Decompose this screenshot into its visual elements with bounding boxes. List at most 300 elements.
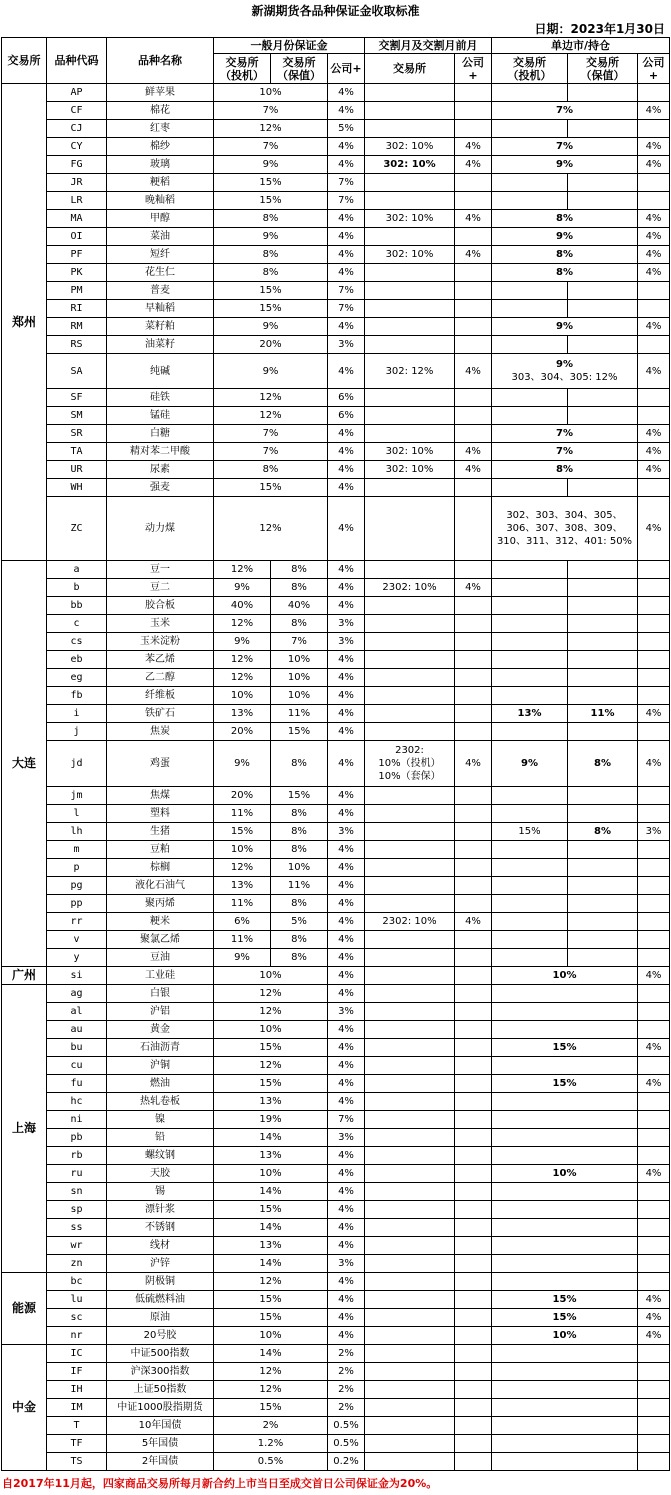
- unilateral-spec-margin: [492, 120, 568, 138]
- product-name: 原油: [107, 1309, 214, 1327]
- unilateral-company-add: [638, 1273, 670, 1291]
- table-row: [2, 300, 670, 318]
- table-row: [2, 687, 670, 705]
- product-name: 石油沥青: [107, 1039, 214, 1057]
- table-row: [2, 1255, 670, 1273]
- general-hedge-margin: 8%: [271, 805, 328, 823]
- unilateral-company-add: [638, 805, 670, 823]
- general-company-add: 4%: [328, 561, 365, 579]
- unilateral-spec-margin: [492, 174, 568, 192]
- product-name: 聚氯乙烯: [107, 931, 214, 949]
- delivery-exchange-margin: [365, 787, 455, 805]
- product-code: MA: [47, 210, 107, 228]
- delivery-exchange-margin: [365, 192, 455, 210]
- delivery-company-add: [455, 633, 492, 651]
- delivery-exchange-margin: [365, 859, 455, 877]
- general-hedge-margin: 15%: [271, 723, 328, 741]
- unilateral-hedge-margin: [568, 389, 638, 407]
- general-company-add: 0.5%: [328, 1417, 365, 1435]
- header-exchange: 交易所: [2, 38, 47, 84]
- unilateral-spec-margin: [492, 615, 568, 633]
- product-name: 2年国债: [107, 1453, 214, 1471]
- general-company-add: 4%: [328, 651, 365, 669]
- delivery-company-add: [455, 1435, 492, 1453]
- general-company-add: 4%: [328, 841, 365, 859]
- product-code: T: [47, 1417, 107, 1435]
- general-margin: 14%: [214, 1255, 328, 1273]
- general-company-add: 4%: [328, 497, 365, 561]
- general-hedge-margin: 10%: [271, 651, 328, 669]
- unilateral-margin: [492, 1003, 638, 1021]
- unilateral-margin: [492, 1453, 638, 1471]
- product-name: 天胶: [107, 1165, 214, 1183]
- product-code: pg: [47, 877, 107, 895]
- unilateral-company-add: 4%: [638, 246, 670, 264]
- product-code: l: [47, 805, 107, 823]
- delivery-company-add: 4%: [455, 354, 492, 389]
- general-margin: 7%: [214, 443, 328, 461]
- exchange-cell: 大连: [2, 561, 47, 967]
- delivery-exchange-margin: 302: 10%: [365, 246, 455, 264]
- product-code: TF: [47, 1435, 107, 1453]
- delivery-company-add: [455, 1093, 492, 1111]
- unilateral-spec-margin: [492, 597, 568, 615]
- unilateral-hedge-margin: [568, 913, 638, 931]
- unilateral-spec-margin: [492, 282, 568, 300]
- unilateral-company-add: [638, 1129, 670, 1147]
- product-code: p: [47, 859, 107, 877]
- general-spec-margin: 12%: [214, 615, 271, 633]
- product-name: 沪锌: [107, 1255, 214, 1273]
- general-company-add: 4%: [328, 461, 365, 479]
- product-code: pb: [47, 1129, 107, 1147]
- general-margin: 15%: [214, 1309, 328, 1327]
- delivery-exchange-margin: [365, 949, 455, 967]
- unilateral-margin: 9%: [492, 318, 638, 336]
- unilateral-margin: 7%: [492, 102, 638, 120]
- product-name: 线材: [107, 1237, 214, 1255]
- unilateral-margin: [492, 985, 638, 1003]
- product-code: WH: [47, 479, 107, 497]
- table-row: [2, 633, 670, 651]
- general-margin: 15%: [214, 300, 328, 318]
- delivery-exchange-margin: [365, 1363, 455, 1381]
- unilateral-hedge-margin: [568, 687, 638, 705]
- unilateral-hedge-margin: [568, 949, 638, 967]
- general-company-add: 4%: [328, 210, 365, 228]
- unilateral-margin: [492, 1273, 638, 1291]
- general-company-add: 4%: [328, 597, 365, 615]
- general-hedge-margin: 11%: [271, 877, 328, 895]
- unilateral-hedge-margin: [568, 651, 638, 669]
- general-spec-margin: 40%: [214, 597, 271, 615]
- unilateral-margin: 302、303、304、305、306、307、308、309、310、311、312、401: 50%: [492, 497, 638, 561]
- general-company-add: 4%: [328, 1183, 365, 1201]
- general-hedge-margin: 10%: [271, 687, 328, 705]
- general-company-add: 0.2%: [328, 1453, 365, 1471]
- table-row: [2, 192, 670, 210]
- general-margin: 12%: [214, 985, 328, 1003]
- header-delivery-month: 交割月及交割月前月: [365, 38, 492, 54]
- unilateral-company-add: [638, 597, 670, 615]
- unilateral-margin: [492, 1201, 638, 1219]
- unilateral-hedge-margin: [568, 859, 638, 877]
- delivery-company-add: [455, 102, 492, 120]
- delivery-exchange-margin: 302: 10%: [365, 461, 455, 479]
- unilateral-company-add: [638, 120, 670, 138]
- unilateral-hedge-margin: [568, 877, 638, 895]
- general-company-add: 4%: [328, 1237, 365, 1255]
- general-margin: 12%: [214, 1057, 328, 1075]
- product-name: 动力煤: [107, 497, 214, 561]
- product-name: 低硫燃料油: [107, 1291, 214, 1309]
- delivery-company-add: [455, 1219, 492, 1237]
- table-row: [2, 669, 670, 687]
- unilateral-margin: [492, 1363, 638, 1381]
- table-row: [2, 1093, 670, 1111]
- product-code: b: [47, 579, 107, 597]
- product-name: 胶合板: [107, 597, 214, 615]
- general-company-add: 4%: [328, 1039, 365, 1057]
- product-name: 红枣: [107, 120, 214, 138]
- table-row: [2, 877, 670, 895]
- unilateral-margin: 8%: [492, 461, 638, 479]
- unilateral-company-add: [638, 1453, 670, 1471]
- unilateral-company-add: [638, 1093, 670, 1111]
- unilateral-company-add: [638, 389, 670, 407]
- delivery-company-add: [455, 228, 492, 246]
- delivery-exchange-margin: [365, 1273, 455, 1291]
- delivery-line: 10%（套保）: [378, 771, 441, 782]
- general-company-add: 6%: [328, 389, 365, 407]
- delivery-company-add: [455, 561, 492, 579]
- general-company-add: 4%: [328, 913, 365, 931]
- delivery-line: 2302:: [395, 745, 424, 756]
- delivery-company-add: [455, 1345, 492, 1363]
- delivery-company-add: [455, 1273, 492, 1291]
- unilateral-company-add: 4%: [638, 425, 670, 443]
- general-spec-margin: 9%: [214, 741, 271, 787]
- unilateral-company-add: [638, 1057, 670, 1075]
- table-row: [2, 1003, 670, 1021]
- delivery-exchange-margin: [365, 1057, 455, 1075]
- delivery-exchange-margin: [365, 1345, 455, 1363]
- product-code: JR: [47, 174, 107, 192]
- delivery-company-add: [455, 805, 492, 823]
- unilateral-hedge-margin: [568, 84, 638, 102]
- general-hedge-margin: 7%: [271, 633, 328, 651]
- delivery-exchange-margin: [365, 1255, 455, 1273]
- delivery-company-add: [455, 1147, 492, 1165]
- general-company-add: 3%: [328, 823, 365, 841]
- delivery-exchange-margin: [365, 1039, 455, 1057]
- unilateral-company-add: 4%: [638, 318, 670, 336]
- product-name: 生猪: [107, 823, 214, 841]
- delivery-company-add: [455, 1183, 492, 1201]
- unilateral-margin: 7%: [492, 138, 638, 156]
- unilateral-company-add: [638, 1183, 670, 1201]
- product-code: ru: [47, 1165, 107, 1183]
- delivery-exchange-margin: 302: 10%: [365, 138, 455, 156]
- general-hedge-margin: 8%: [271, 823, 328, 841]
- table-row: [2, 579, 670, 597]
- general-margin: 15%: [214, 174, 328, 192]
- product-name: 玻璃: [107, 156, 214, 174]
- unilateral-company-add: [638, 787, 670, 805]
- unilateral-company-add: [638, 479, 670, 497]
- delivery-company-add: [455, 1399, 492, 1417]
- general-company-add: 4%: [328, 895, 365, 913]
- unilateral-company-add: 4%: [638, 138, 670, 156]
- unilateral-spec-margin: [492, 859, 568, 877]
- general-margin: 7%: [214, 425, 328, 443]
- general-margin: 10%: [214, 1021, 328, 1039]
- unilateral-company-add: [638, 1435, 670, 1453]
- general-margin: 15%: [214, 479, 328, 497]
- general-company-add: 4%: [328, 1093, 365, 1111]
- table-row: [2, 228, 670, 246]
- product-name: 热轧卷板: [107, 1093, 214, 1111]
- delivery-company-add: [455, 985, 492, 1003]
- general-margin: 13%: [214, 1147, 328, 1165]
- general-company-add: 7%: [328, 192, 365, 210]
- unilateral-margin: [492, 1111, 638, 1129]
- table-row: [2, 705, 670, 723]
- product-code: bc: [47, 1273, 107, 1291]
- unilateral-line: 303、304、305: 12%: [511, 372, 618, 383]
- general-hedge-margin: 8%: [271, 931, 328, 949]
- general-hedge-margin: 10%: [271, 859, 328, 877]
- table-row: [2, 425, 670, 443]
- general-company-add: 6%: [328, 407, 365, 425]
- general-company-add: 4%: [328, 877, 365, 895]
- table-row: [2, 787, 670, 805]
- general-company-add: 4%: [328, 1201, 365, 1219]
- table-row: [2, 913, 670, 931]
- general-margin: 14%: [214, 1345, 328, 1363]
- unilateral-company-add: [638, 669, 670, 687]
- delivery-company-add: 4%: [455, 913, 492, 931]
- general-spec-margin: 10%: [214, 687, 271, 705]
- product-name: 20号胶: [107, 1327, 214, 1345]
- general-company-add: 4%: [328, 669, 365, 687]
- product-name: 工业硅: [107, 967, 214, 985]
- unilateral-company-add: [638, 615, 670, 633]
- product-code: ag: [47, 985, 107, 1003]
- table-row: [2, 120, 670, 138]
- general-company-add: 4%: [328, 264, 365, 282]
- unilateral-margin: [492, 1183, 638, 1201]
- table-row: [2, 859, 670, 877]
- table-row: [2, 723, 670, 741]
- unilateral-hedge-margin: [568, 633, 638, 651]
- product-code: eg: [47, 669, 107, 687]
- general-company-add: 2%: [328, 1381, 365, 1399]
- general-spec-margin: 11%: [214, 895, 271, 913]
- unilateral-company-add: 4%: [638, 705, 670, 723]
- table-row: [2, 479, 670, 497]
- table-row: [2, 597, 670, 615]
- unilateral-margin: [492, 1147, 638, 1165]
- product-name: 粳米: [107, 913, 214, 931]
- unilateral-company-add: 4%: [638, 741, 670, 787]
- general-margin: 15%: [214, 1075, 328, 1093]
- general-margin: 12%: [214, 120, 328, 138]
- unilateral-company-add: [638, 687, 670, 705]
- product-code: LR: [47, 192, 107, 210]
- unilateral-company-add: [638, 1345, 670, 1363]
- table-row: [2, 84, 670, 102]
- delivery-exchange-margin: [365, 1327, 455, 1345]
- product-code: rr: [47, 913, 107, 931]
- general-company-add: 5%: [328, 120, 365, 138]
- unilateral-company-add: 4%: [638, 497, 670, 561]
- unilateral-company-add: [638, 1003, 670, 1021]
- product-name: 玉米淀粉: [107, 633, 214, 651]
- delivery-exchange-margin: [365, 120, 455, 138]
- product-code: ss: [47, 1219, 107, 1237]
- general-spec-margin: 12%: [214, 859, 271, 877]
- delivery-exchange-margin: 302: 10%: [365, 210, 455, 228]
- table-row: [2, 1435, 670, 1453]
- table-row: [2, 1399, 670, 1417]
- unilateral-spec-margin: [492, 84, 568, 102]
- product-name: 豆二: [107, 579, 214, 597]
- general-margin: 10%: [214, 1165, 328, 1183]
- unilateral-spec-margin: 13%: [492, 705, 568, 723]
- delivery-exchange-margin: [365, 282, 455, 300]
- unilateral-hedge-margin: 8%: [568, 823, 638, 841]
- unilateral-company-add: [638, 561, 670, 579]
- delivery-exchange-margin: 302: 12%: [365, 354, 455, 389]
- unilateral-company-add: [638, 723, 670, 741]
- product-name: 鸡蛋: [107, 741, 214, 787]
- product-name: 焦煤: [107, 787, 214, 805]
- product-name: 螺纹钢: [107, 1147, 214, 1165]
- delivery-exchange-margin: [365, 300, 455, 318]
- product-code: j: [47, 723, 107, 741]
- product-code: IC: [47, 1345, 107, 1363]
- general-margin: 15%: [214, 1201, 328, 1219]
- product-name: 苯乙烯: [107, 651, 214, 669]
- unilateral-margin: [492, 354, 638, 389]
- table-row: [2, 985, 670, 1003]
- product-name: 不锈钢: [107, 1219, 214, 1237]
- product-code: TA: [47, 443, 107, 461]
- header-uni-company: 公司 +: [638, 54, 670, 84]
- unilateral-spec-margin: 9%: [492, 741, 568, 787]
- delivery-exchange-margin: [365, 1453, 455, 1471]
- general-company-add: 7%: [328, 174, 365, 192]
- delivery-company-add: [455, 1237, 492, 1255]
- delivery-company-add: [455, 1129, 492, 1147]
- product-code: cs: [47, 633, 107, 651]
- product-code: RI: [47, 300, 107, 318]
- unilateral-spec-margin: [492, 949, 568, 967]
- unilateral-company-add: [638, 84, 670, 102]
- delivery-company-add: [455, 1165, 492, 1183]
- unilateral-company-add: [638, 651, 670, 669]
- product-name: 镍: [107, 1111, 214, 1129]
- general-spec-margin: 12%: [214, 669, 271, 687]
- unilateral-company-add: [638, 336, 670, 354]
- delivery-company-add: 4%: [455, 156, 492, 174]
- delivery-company-add: [455, 1111, 492, 1129]
- general-margin: 12%: [214, 497, 328, 561]
- delivery-exchange-margin: [365, 841, 455, 859]
- general-margin: 12%: [214, 1363, 328, 1381]
- unilateral-company-add: [638, 949, 670, 967]
- unilateral-spec-margin: [492, 389, 568, 407]
- product-code: sc: [47, 1309, 107, 1327]
- unilateral-company-add: [638, 931, 670, 949]
- unilateral-hedge-margin: [568, 787, 638, 805]
- unilateral-hedge-margin: [568, 597, 638, 615]
- product-code: IH: [47, 1381, 107, 1399]
- product-name: 中证1000股指期货: [107, 1399, 214, 1417]
- unilateral-company-add: [638, 1399, 670, 1417]
- unilateral-spec-margin: [492, 723, 568, 741]
- unilateral-company-add: [638, 859, 670, 877]
- unilateral-margin: 9%: [492, 228, 638, 246]
- header-uni-spec: 交易所 （投机）: [492, 54, 568, 84]
- delivery-company-add: [455, 407, 492, 425]
- unilateral-company-add: [638, 1417, 670, 1435]
- delivery-exchange-margin: [365, 389, 455, 407]
- unilateral-hedge-margin: 11%: [568, 705, 638, 723]
- unilateral-spec-margin: [492, 633, 568, 651]
- unilateral-company-add: 4%: [638, 210, 670, 228]
- table-row: [2, 1363, 670, 1381]
- product-name: 粳稻: [107, 174, 214, 192]
- general-company-add: 4%: [328, 425, 365, 443]
- general-margin: 12%: [214, 1381, 328, 1399]
- delivery-exchange-margin: [365, 1417, 455, 1435]
- product-name: 花生仁: [107, 264, 214, 282]
- general-company-add: 7%: [328, 300, 365, 318]
- general-company-add: 4%: [328, 228, 365, 246]
- general-margin: 13%: [214, 1237, 328, 1255]
- unilateral-company-add: [638, 407, 670, 425]
- general-company-add: 4%: [328, 1291, 365, 1309]
- product-code: cu: [47, 1057, 107, 1075]
- product-name: 棉纱: [107, 138, 214, 156]
- unilateral-company-add: [638, 1381, 670, 1399]
- table-row: [2, 949, 670, 967]
- delivery-exchange-margin: [365, 174, 455, 192]
- product-code: PM: [47, 282, 107, 300]
- general-margin: 9%: [214, 354, 328, 389]
- delivery-exchange-margin: [365, 823, 455, 841]
- product-name: 短纤: [107, 246, 214, 264]
- general-company-add: 4%: [328, 1273, 365, 1291]
- table-row: [2, 318, 670, 336]
- unilateral-company-add: [638, 841, 670, 859]
- header-delivery-company: 公司 +: [455, 54, 492, 84]
- delivery-company-add: 4%: [455, 246, 492, 264]
- delivery-exchange-margin: [365, 1183, 455, 1201]
- general-spec-margin: 11%: [214, 931, 271, 949]
- delivery-company-add: [455, 282, 492, 300]
- unilateral-margin: 9%: [492, 156, 638, 174]
- general-margin: 12%: [214, 407, 328, 425]
- table-row: [2, 174, 670, 192]
- unilateral-company-add: [638, 282, 670, 300]
- product-code: lh: [47, 823, 107, 841]
- product-code: SF: [47, 389, 107, 407]
- delivery-exchange-margin: [365, 895, 455, 913]
- unilateral-margin: 8%: [492, 264, 638, 282]
